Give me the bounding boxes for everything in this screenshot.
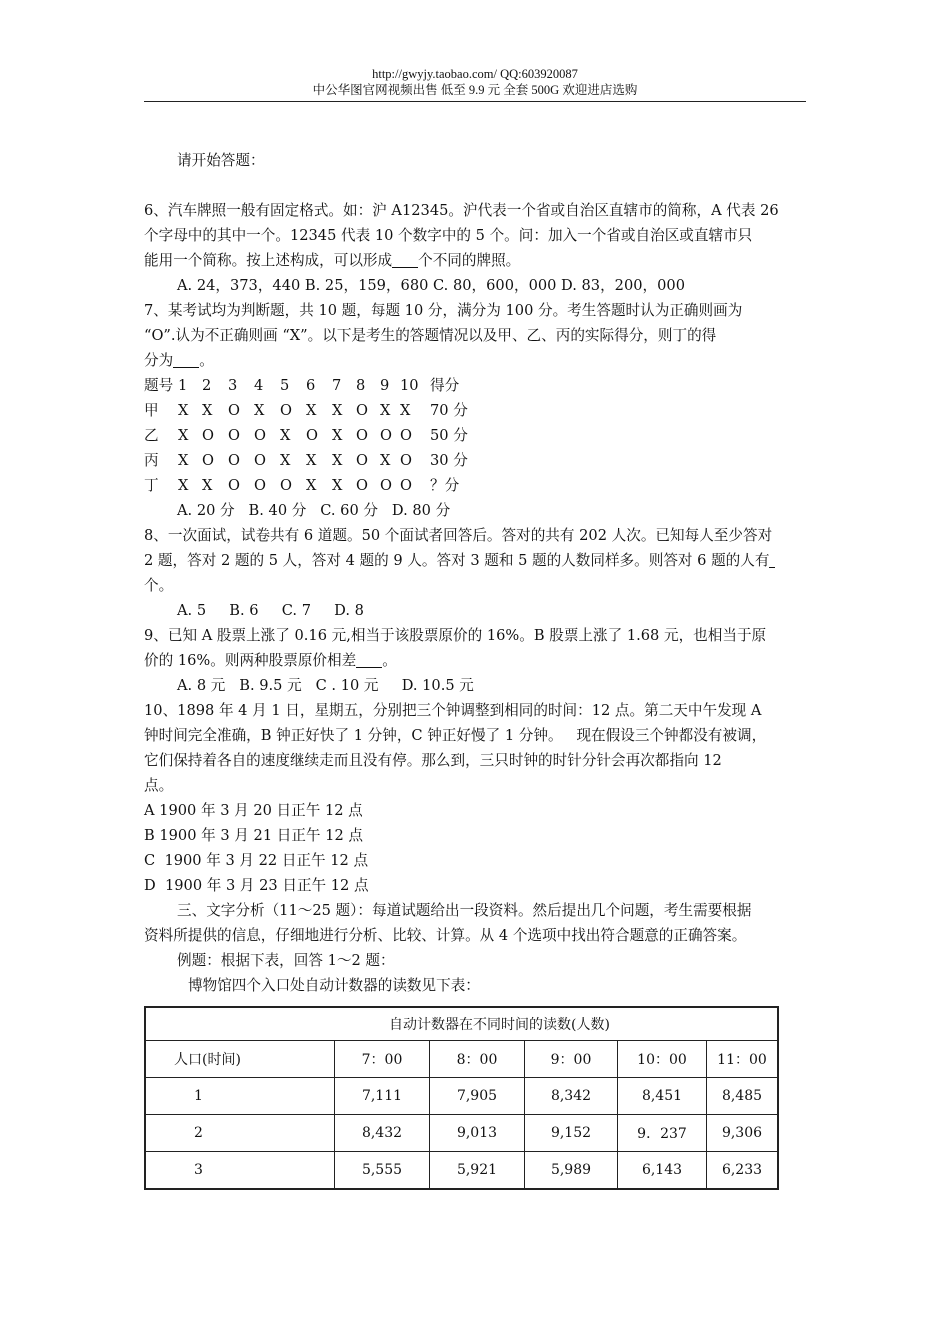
table-header-row [145,1041,778,1078]
q9-options: A. 8 元 B. 9.5 元 C . 10 元 D. 10.5 元 [177,677,474,694]
entry-cell: 3 [145,1152,335,1190]
grid-cell: 9 [380,377,390,394]
grid-cell: X [202,402,213,419]
grid-cell: 7 [332,377,342,394]
section3-line-1: 三、文字分析（11～25 题）：每道试题给出一段资料。然后提出几个问题，考生需要根据 [177,902,752,919]
grid-cell: O [400,452,412,469]
grid-cell: O [356,477,368,494]
grid-cell: X [178,427,189,444]
grid-cell: 3 [228,377,238,394]
question-10 [144,698,808,898]
table-cell: 8,451 [618,1078,707,1115]
grid-score: 50 分 [430,427,468,444]
grid-row [144,398,808,423]
grid-cell: X [280,427,291,444]
grid-cell: O [356,452,368,469]
header-divider [144,101,806,102]
table-cell: 5,921 [430,1152,525,1190]
grid-cell: O [254,427,266,444]
grid-cell: O [380,427,392,444]
grid-row-label: 题号 [144,377,174,394]
answer-blank [173,351,199,368]
time-header: 7：00 [335,1041,430,1078]
q9-line-2 [144,648,808,673]
table-row [145,1078,778,1115]
header-url-line: http://gwyjy.taobao.com/ QQ:603920087 [372,67,578,81]
grid-score: 得分 [430,377,460,394]
grid-cell: X [306,452,317,469]
example-prompt: 例题：根据下表，回答 1～2 题： [177,952,395,969]
grid-cell: X [280,452,291,469]
table-cell: 6,233 [707,1152,779,1190]
grid-row-label: 甲 [144,402,159,419]
time-header: 10：00 [618,1041,707,1078]
grid-cell: 1 [178,377,188,394]
grid-cell: X [380,402,391,419]
grid-cell: X [306,477,317,494]
grid-cell: O [356,402,368,419]
answer-grid [144,373,808,498]
grid-cell: X [178,477,189,494]
table-cell: 8,342 [525,1078,618,1115]
grid-cell: X [332,477,343,494]
grid-cell: X [202,477,213,494]
table-cell: 8,432 [335,1115,430,1152]
grid-cell: 10 [400,377,419,394]
grid-cell: O [254,477,266,494]
q9-line-2-end: 。 [382,652,397,669]
q10-option-a: A 1900 年 3 月 20 日正午 12 点 [144,802,363,819]
q7-line-3-end: 。 [199,352,214,369]
grid-cell: X [178,452,189,469]
page-header [144,66,806,98]
grid-row [144,473,808,498]
table-cell: 5,555 [335,1152,430,1190]
grid-cell: 4 [254,377,264,394]
q8-line-2-text: 2 题，答对 2 题的 5 人，答对 4 题的 9 人。答对 3 题和 5 题的人数同样多。则答对 6 题的人有 [144,552,770,569]
grid-cell: X [306,402,317,419]
table-intro: 博物馆四个入口处自动计数器的读数见下表： [188,977,480,994]
q10-line-4: 点。 [144,777,174,794]
q8-line-3: 个。 [144,577,174,594]
grid-row-label: 丙 [144,452,159,469]
entry-cell: 1 [145,1078,335,1115]
table-cell: 7,111 [335,1078,430,1115]
time-header: 9：00 [525,1041,618,1078]
table-cell: 8,485 [707,1078,779,1115]
q10-option-b: B 1900 年 3 月 21 日正午 12 点 [144,827,363,844]
grid-cell: X [332,402,343,419]
q10-line-2: 钟时间完全准确，B 钟正好快了 1 分钟，C 钟正好慢了 1 分钟。 现在假设三个钟都没有被调， [144,727,767,744]
q7-line-3-start: 分为 [144,352,174,369]
grid-cell: O [202,427,214,444]
grid-cell: 5 [280,377,290,394]
q10-line-1: 10、1898 年 4 月 1 日，星期五，分别把三个钟调整到相同的时间：12 点。第二天中午发现 A [144,702,762,719]
grid-score: 70 分 [430,402,468,419]
grid-row [144,448,808,473]
table-title-row [145,1007,778,1041]
grid-cell: X [178,402,189,419]
spacer [144,173,808,198]
grid-cell: X [332,427,343,444]
grid-cell: O [306,427,318,444]
grid-cell: 8 [356,377,366,394]
grid-row [144,423,808,448]
question-6 [144,198,808,298]
document-body [144,148,808,998]
q9-line-2-start: 价的 16%。则两种股票原价相差 [144,652,357,669]
question-8 [144,523,808,623]
question-9 [144,623,808,698]
answer-blank [356,651,382,668]
counter-readings-table [144,1006,779,1190]
grid-cell: 6 [306,377,316,394]
answer-blank [769,551,775,568]
table-title: 自动计数器在不同时间的读数(人数) [145,1007,778,1041]
corner-header: 人口(时间) [145,1041,335,1078]
grid-cell: X [332,452,343,469]
q7-line-3 [144,348,808,373]
grid-cell: 2 [202,377,212,394]
grid-cell: O [280,477,292,494]
question-7 [144,298,808,523]
q8-options: A. 5 B. 6 C. 7 D. 8 [177,602,364,619]
section3-line-2: 资料所提供的信息，仔细地进行分析、比较、计算。从 4 个选项中找出符合题意的正确答案。 [144,927,747,944]
header-ad-line: 中公华图官网视频出售 低至 9.9 元 全套 500G 欢迎进店选购 [312,83,638,97]
grid-cell: O [202,452,214,469]
answer-blank [392,251,418,268]
table-cell: 5,989 [525,1152,618,1190]
intro-text: 请开始答题： [177,152,265,169]
grid-cell: O [380,477,392,494]
q6-line-3-start: 能用一个简称。按上述构成，可以形成 [144,252,393,269]
section-3 [144,898,808,998]
entry-cell: 2 [145,1115,335,1152]
grid-cell: O [400,427,412,444]
grid-cell: O [254,452,266,469]
grid-cell: X [380,452,391,469]
time-header: 11：00 [707,1041,779,1078]
q6-options: A. 24，373，440 B. 25，159，680 C. 80，600，000 D. 83，200，000 [177,277,685,294]
grid-cell: O [280,402,292,419]
q6-line-1: 6、汽车牌照一般有固定格式。如：沪 A12345。沪代表一个省或自治区直辖市的简称，A 代表 26 [144,202,779,219]
grid-cell: X [254,402,265,419]
q10-option-c: C 1900 年 3 月 22 日正午 12 点 [144,852,369,869]
grid-header-row [144,373,808,398]
table-cell: 9,306 [707,1115,779,1152]
table-cell: 9,152 [525,1115,618,1152]
q6-line-2: 个字母中的其中一个。12345 代表 10 个数字中的 5 个。问：加入一个省或自治区或直辖市只 [144,227,753,244]
grid-cell: O [228,427,240,444]
q6-line-3 [144,248,808,273]
grid-cell: O [228,402,240,419]
grid-row-label: 丁 [144,477,159,494]
table-row [145,1152,778,1190]
grid-score: ？分 [430,477,460,494]
table-cell: 6,143 [618,1152,707,1190]
grid-cell: O [400,477,412,494]
table-cell: 9．237 [618,1115,707,1152]
q7-line-2: “O”.认为不正确则画 “X”。以下是考生的答题情况以及甲、乙、丙的实际得分，则丁的得 [144,327,717,344]
q10-line-3: 它们保持着各自的速度继续走而且没有停。那么到，三只时钟的时针分针会再次都指向 12 [144,752,722,769]
q10-option-d: D 1900 年 3 月 23 日正午 12 点 [144,877,369,894]
table-cell: 7,905 [430,1078,525,1115]
grid-cell: O [228,452,240,469]
grid-cell: X [400,402,411,419]
grid-score: 30 分 [430,452,468,469]
time-header: 8：00 [430,1041,525,1078]
table-cell: 9,013 [430,1115,525,1152]
q6-line-3-end: 个不同的牌照。 [418,252,521,269]
grid-row-label: 乙 [144,427,159,444]
table-row [145,1115,778,1152]
q7-line-1: 7、某考试均为判断题，共 10 题，每题 10 分，满分为 100 分。考生答题时认为正确则画为 [144,302,743,319]
q8-line-2 [144,548,808,573]
q8-line-1: 8、一次面试，试卷共有 6 道题。50 个面试者回答后。答对的共有 202 人次。已知每人至少答对 [144,527,773,544]
grid-cell: O [228,477,240,494]
q9-line-1: 9、已知 A 股票上涨了 0.16 元,相当于该股票原价的 16%。B 股票上涨了 1.68 元，也相当于原 [144,627,767,644]
grid-cell: O [356,427,368,444]
q7-options: A. 20 分 B. 40 分 C. 60 分 D. 80 分 [177,502,451,519]
